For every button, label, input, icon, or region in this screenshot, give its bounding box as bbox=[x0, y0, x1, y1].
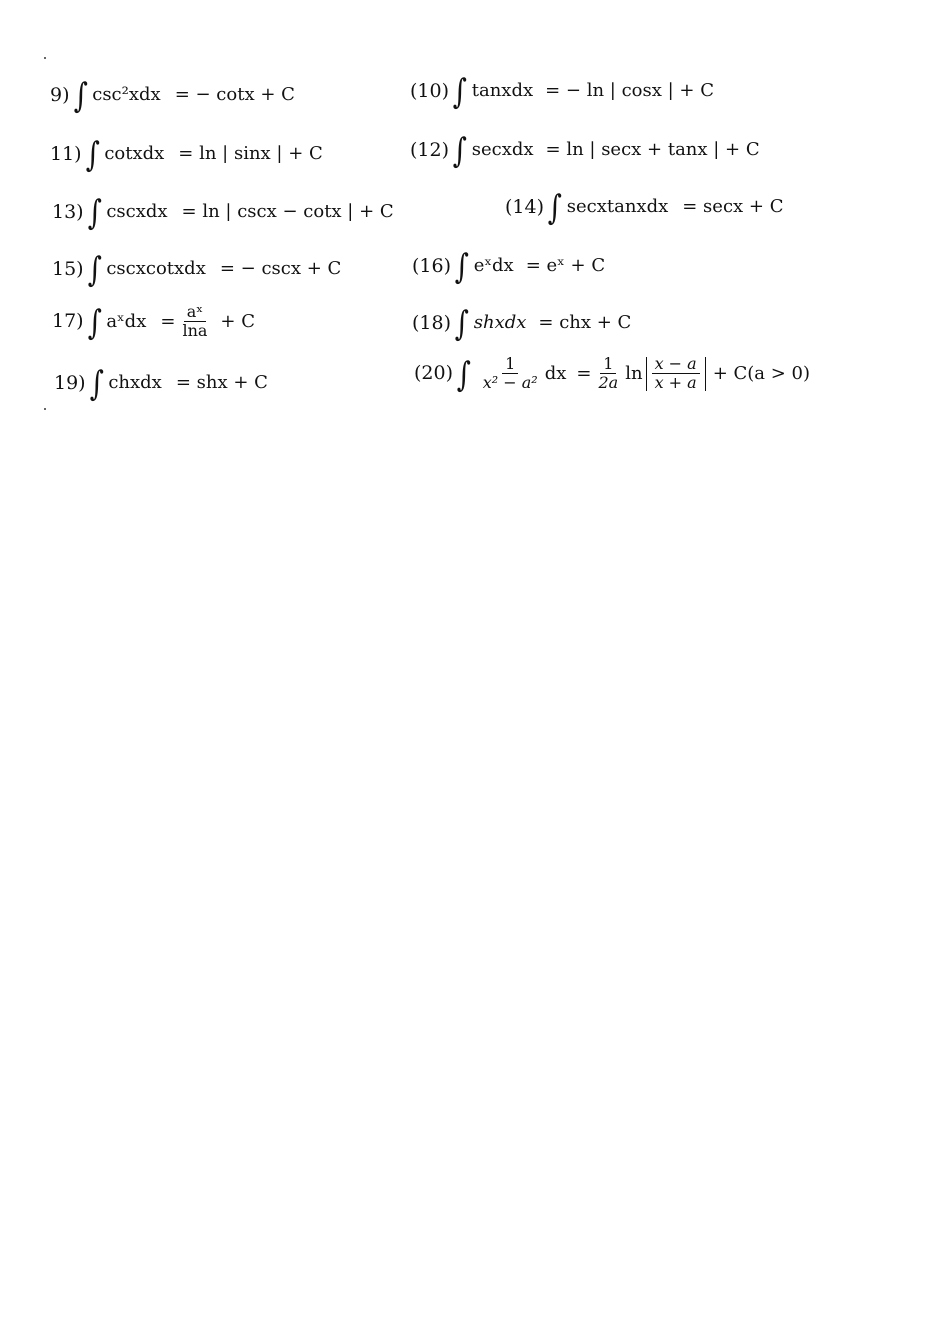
integrand: secxdx bbox=[471, 139, 534, 160]
integrand: cscxdx bbox=[106, 201, 168, 222]
integral-sign: ∫ bbox=[456, 354, 471, 395]
integrand: csc²xdx bbox=[92, 84, 161, 105]
formula-15 bbox=[52, 250, 342, 290]
integrand-numerator: 1 bbox=[502, 356, 518, 374]
integrand-dx: dx bbox=[544, 362, 567, 384]
formula-9 bbox=[50, 76, 295, 116]
result: + C bbox=[220, 310, 255, 332]
abs-numerator: x − a bbox=[652, 356, 700, 374]
scan-speck bbox=[44, 57, 46, 59]
result: = shx + C bbox=[175, 372, 268, 393]
result: = chx + C bbox=[538, 312, 632, 333]
integral-sign: ∫ bbox=[452, 131, 467, 171]
integrand: cscxcotxdx bbox=[106, 258, 206, 279]
integrand: aˣdx bbox=[106, 310, 147, 332]
integrand: shxdx bbox=[473, 312, 527, 333]
integral-sign: ∫ bbox=[547, 188, 562, 228]
integral-sign: ∫ bbox=[89, 364, 104, 404]
ln-label: ln bbox=[625, 362, 643, 384]
formula-10 bbox=[410, 72, 714, 112]
result: = eˣ + C bbox=[525, 255, 606, 276]
integrand: tanxdx bbox=[471, 80, 534, 101]
equals-sign: = bbox=[576, 362, 592, 384]
result: = − cscx + C bbox=[219, 258, 342, 279]
formula-number: (10) bbox=[410, 79, 450, 102]
formula-number: 17) bbox=[52, 310, 84, 332]
result: = ln | sinx | + C bbox=[178, 143, 323, 164]
formula-11 bbox=[50, 135, 323, 175]
integrand: eˣdx bbox=[473, 255, 514, 276]
abs-bar-right bbox=[705, 357, 706, 391]
result: = ln | cscx − cotx | + C bbox=[181, 201, 394, 222]
coefficient-numerator: 1 bbox=[600, 356, 616, 374]
result: = − ln | cosx | + C bbox=[545, 80, 714, 101]
formula-number: 15) bbox=[52, 257, 84, 280]
formula-number: (18) bbox=[412, 311, 452, 334]
integral-sign: ∫ bbox=[452, 72, 467, 112]
integrand-denominator: x² − a² bbox=[482, 373, 538, 392]
integral-sign: ∫ bbox=[454, 304, 469, 344]
integrand: chxdx bbox=[108, 372, 162, 393]
result: = ln | secx + tanx | + C bbox=[545, 139, 760, 160]
formula-19 bbox=[54, 364, 268, 404]
integral-sign: ∫ bbox=[87, 193, 102, 233]
formula-number: 19) bbox=[54, 371, 86, 394]
coefficient-denominator: 2a bbox=[598, 373, 619, 392]
integrand: cotxdx bbox=[104, 143, 165, 164]
integral-sign: ∫ bbox=[73, 76, 88, 116]
formula-18 bbox=[412, 304, 632, 344]
result: = secx + C bbox=[682, 196, 784, 217]
formula-number: 9) bbox=[50, 83, 70, 106]
coefficient-fraction bbox=[595, 356, 621, 391]
formula-16 bbox=[412, 247, 606, 287]
formula-number: 11) bbox=[50, 142, 82, 165]
formula-17 bbox=[52, 302, 255, 343]
formula-number: (14) bbox=[505, 195, 545, 218]
fraction-numerator: aˣ bbox=[184, 304, 206, 322]
integrand-fraction bbox=[480, 356, 541, 391]
integral-sign: ∫ bbox=[87, 250, 102, 290]
formula-14 bbox=[505, 188, 784, 228]
formula-12 bbox=[410, 131, 760, 171]
scan-speck bbox=[44, 408, 46, 410]
integral-sign: ∫ bbox=[454, 247, 469, 287]
fraction bbox=[179, 304, 210, 339]
formula-number: (16) bbox=[412, 254, 452, 277]
abs-fraction bbox=[652, 356, 700, 391]
formula-number: (12) bbox=[410, 138, 450, 161]
integrand: secxtanxdx bbox=[566, 196, 669, 217]
integral-sign: ∫ bbox=[87, 302, 102, 343]
formula-number: (20) bbox=[414, 362, 454, 384]
formula-13 bbox=[52, 193, 394, 233]
abs-denominator: x + a bbox=[654, 373, 697, 392]
formula-20 bbox=[414, 354, 811, 395]
abs-bar-left bbox=[646, 357, 647, 391]
formula-number: 13) bbox=[52, 200, 84, 223]
result: + C(a > 0) bbox=[712, 362, 811, 384]
integral-sign: ∫ bbox=[85, 135, 100, 175]
equals-sign: = bbox=[160, 310, 176, 332]
result: = − cotx + C bbox=[174, 84, 295, 105]
fraction-denominator: lna bbox=[182, 321, 208, 340]
